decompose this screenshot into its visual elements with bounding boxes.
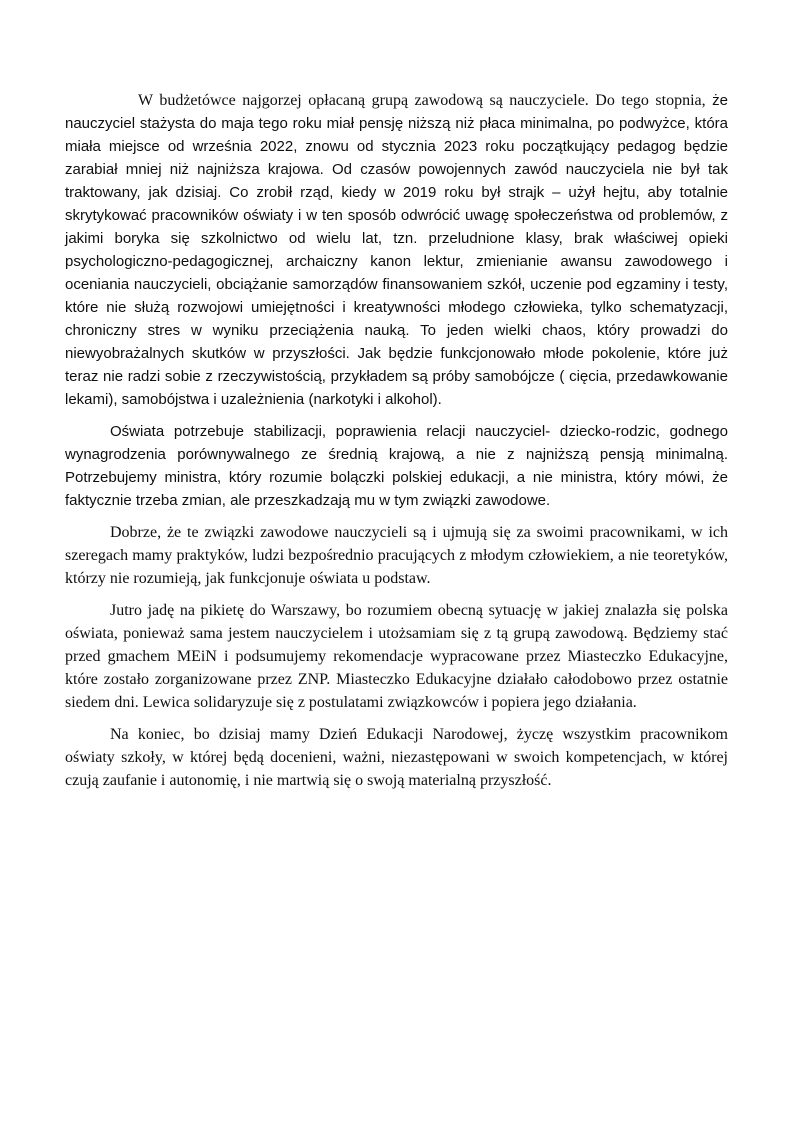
paragraph-2 <box>65 420 728 512</box>
paragraph-1-sans-segment: że nauczyciel stażysta do maja tego roku miał pensję niższą niż płaca minimalna, po podwyżce, która miała miejsce od września 2022, znowu od stycznia 2023 roku początkujący pedagog będzie zarabiał mniej niż najniższa krajowa. Od czasów powojennych zawód nauczyciela nie był tak traktowany, jak dzisiaj. Co zrobił rząd, kiedy w 2019 roku był strajk – użył hejtu, aby totalnie skrytykować pracowników oświaty i w ten sposób odwrócić uwagę społeczeństwa od problemów, z jakimi boryka się szkolnictwo od wielu lat, tzn. przeludnione klasy, brak właściwej opieki psychologiczno-pedagogicznej, archaiczny kanon lektur, zmienianie awansu zawodowego i oceniania nauczycieli, obciążanie samorządów finansowaniem szkół, uczenie pod egzaminy i testy, które nie służą rozwojowi umiejętności i kreatywności młodego człowieka, tylko schematyzacji, chroniczny stres w wyniku przeciążenia nauką. To jeden wielki chaos, który prowadzi do niewyobrażalnych skutków w przyszłości. Jak będzie funkcjonowało młode pokolenie, które już teraz nie radzi sobie z rzeczywistością, przykładem są próby samobójcze ( cięcia, przedawkowanie lekami), samobójstwa i uzależnienia (narkotyki i alkohol). <box>65 92 728 408</box>
paragraph-2-text: Oświata potrzebuje stabilizacji, poprawienia relacji nauczyciel- dziecko-rodzic, godnego wynagrodzenia porównywalnego ze średnią krajową, a nie z najniższą pensją minimalną. Potrzebujemy ministra, który rozumie bolączki polskiej edukacji, a nie ministra, który mówi, że faktycznie trzeba zmian, ale przeszkadzają mu w tym związki zawodowe. <box>65 423 728 509</box>
paragraph-3-text: Dobrze, że te związki zawodowe nauczycieli są i ujmują się za swoimi pracownikami, w ich szeregach mamy praktyków, ludzi bezpośrednio pracujących z młodym człowiekiem, a nie teoretyków, którzy nie rozumieją, jak funkcjonuje oświata u podstaw. <box>65 524 728 587</box>
paragraph-5 <box>65 723 728 792</box>
paragraph-5-text: Na koniec, bo dzisiaj mamy Dzień Edukacji Narodowej, życzę wszystkim pracownikom oświaty szkoły, w której będą docenieni, ważni, niezastępowani w swoich kompetencjach, w której czują zaufanie i autonomię, i nie martwią się o swoją materialną przyszłość. <box>65 726 728 789</box>
paragraph-1 <box>65 89 728 411</box>
paragraph-4-text: Jutro jadę na pikietę do Warszawy, bo rozumiem obecną sytuację w jakiej znalazła się polska oświata, ponieważ sama jestem nauczycielem i utożsamiam się z tą grupą zawodową. Będziemy stać przed gmachem MEiN i podsumujemy rekomendacje wypracowane przez Miasteczko Edukacyjne, które zostało zorganizowane przez ZNP. Miasteczko Edukacyjne działało całodobowo przez ostatnie siedem dni. Lewica solidaryzuje się z postulatami związkowców i popiera jego działania. <box>65 602 728 711</box>
document-body <box>65 89 728 801</box>
paragraph-3 <box>65 521 728 590</box>
paragraph-1-serif-segment: W budżetówce najgorzej opłacaną grupą zawodową są nauczyciele. Do tego stopnia, <box>138 92 713 109</box>
paragraph-4 <box>65 599 728 714</box>
